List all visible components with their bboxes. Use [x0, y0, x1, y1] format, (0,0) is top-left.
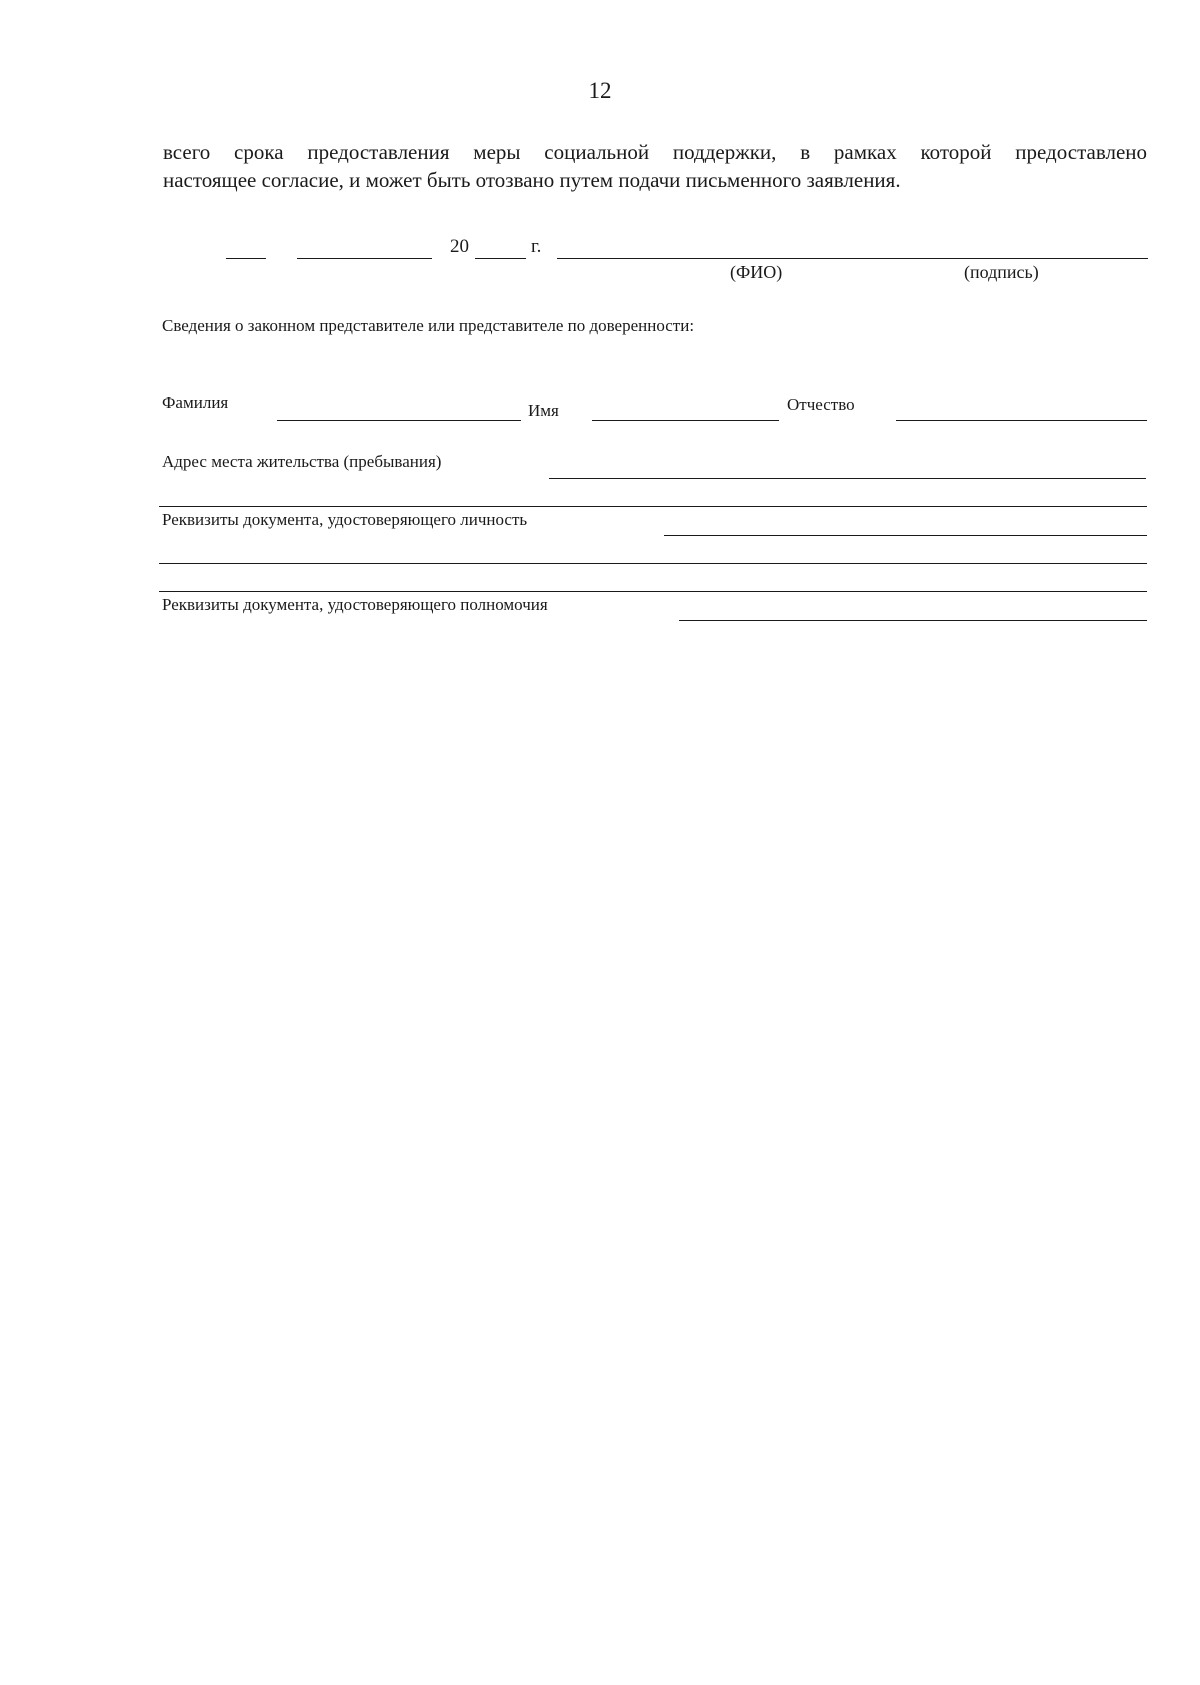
identity-doc-field[interactable]	[664, 535, 1147, 536]
date-month-field[interactable]	[297, 258, 432, 259]
address-field-continuation[interactable]	[159, 506, 1147, 507]
date-year-field[interactable]	[475, 258, 526, 259]
identity-doc-field-continuation-2[interactable]	[159, 591, 1147, 592]
consent-text-line-1: всего срока предоставления меры социальной поддержки, в рамках которой предоставлено	[163, 140, 1147, 164]
surname-label: Фамилия	[162, 393, 229, 412]
fio-signature-field[interactable]	[557, 258, 1148, 259]
representative-heading: Сведения о законном представителе или представителе по доверенности:	[162, 316, 695, 335]
address-label: Адрес места жительства (пребывания)	[162, 452, 442, 471]
surname-field[interactable]	[277, 420, 521, 421]
year-prefix: 20	[450, 236, 469, 257]
consent-text-line-2: настоящее согласие, и может быть отозвано путем подачи письменного заявления.	[163, 168, 901, 192]
address-field[interactable]	[549, 478, 1146, 479]
patronymic-label: Отчество	[787, 395, 855, 414]
date-day-field[interactable]	[226, 258, 266, 259]
identity-doc-field-continuation[interactable]	[159, 563, 1147, 564]
name-label: Имя	[528, 401, 559, 420]
authority-doc-field[interactable]	[679, 620, 1147, 621]
authority-doc-label: Реквизиты документа, удостоверяющего полномочия	[162, 595, 548, 614]
page-number: 12	[588, 78, 612, 103]
identity-doc-label: Реквизиты документа, удостоверяющего личность	[162, 510, 528, 529]
signature-caption: (подпись)	[964, 262, 1039, 282]
year-suffix: г.	[531, 236, 542, 257]
name-field[interactable]	[592, 420, 779, 421]
fio-caption: (ФИО)	[730, 262, 783, 282]
patronymic-field[interactable]	[896, 420, 1147, 421]
